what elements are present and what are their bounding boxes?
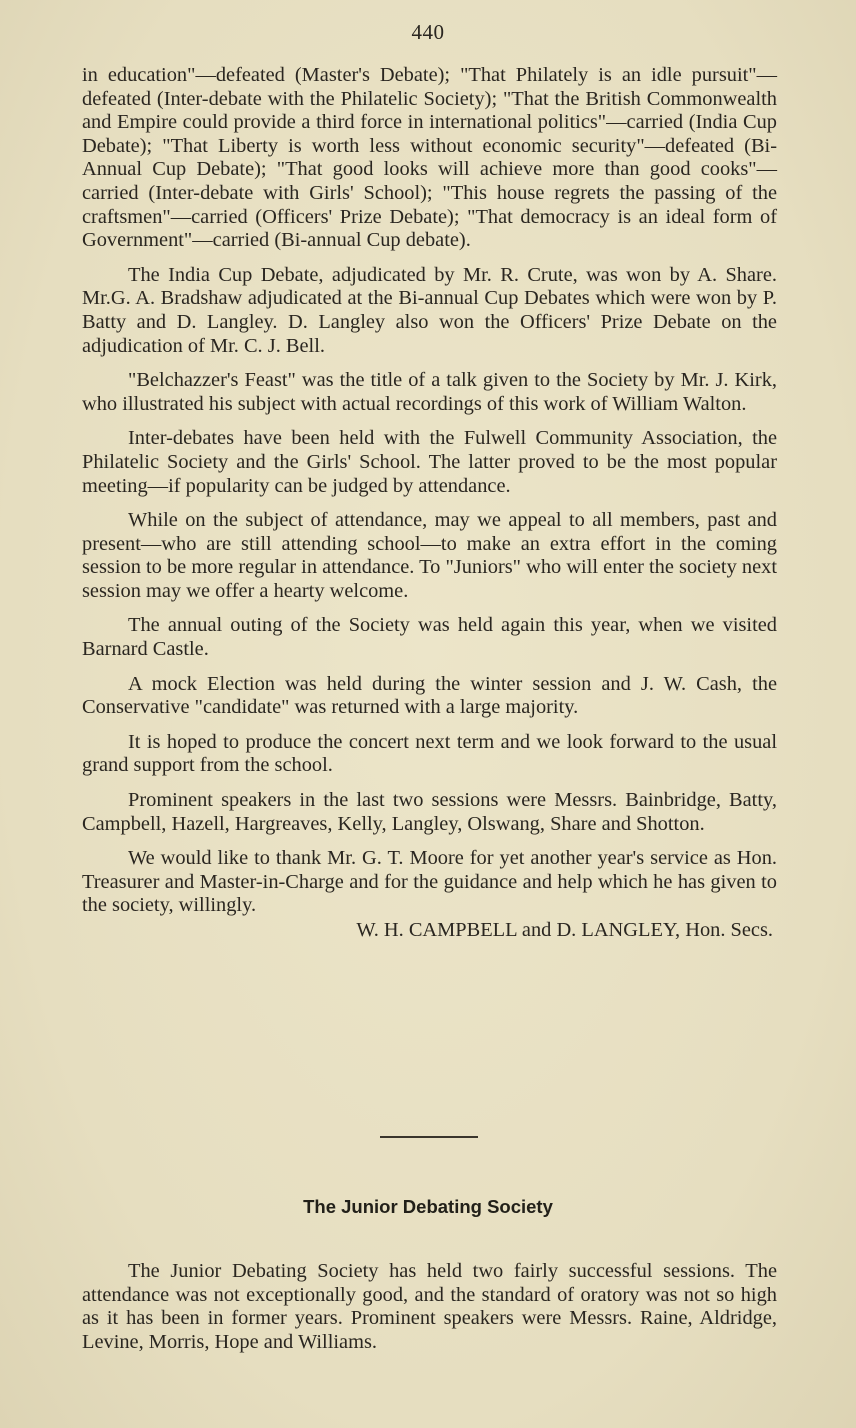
senior-debating-report: [82, 64, 777, 942]
section-divider: [380, 1136, 478, 1138]
paragraph-talk: "Belchazzer's Feast" was the title of a talk given to the Society by Mr. J. Kirk, who illustrated his subject with actual recordings of this work of William Walton.: [82, 369, 777, 415]
paragraph-annual-outing: The annual outing of the Society was held again this year, when we visited Barnard Castle.: [82, 614, 777, 661]
paragraph-cup-debates: The India Cup Debate, adjudicated by Mr. R. Crute, was won by A. Share. Mr.G. A. Bradshaw adjudicated at the Bi-annual Cup Debates which were won by P. Batty and D. Langley. D. Langley also won the Officers' Prize Debate on the adjudication of Mr. C. J. Bell.: [82, 263, 777, 357]
paragraph-inter-debates: Inter-debates have been held with the Fulwell Community Association, the Philatelic Society and the Girls' School. The latter proved to be the most popular meeting—if popularity can be judged by attendance.: [82, 427, 777, 497]
section-heading: The Junior Debating Society: [303, 1196, 553, 1217]
paragraph-prominent-speakers: Prominent speakers in the last two sessions were Messrs. Bainbridge, Batty, Campbell, Hazell, Hargreaves, Kelly, Langley, Olswang, Share and Shotton.: [82, 789, 777, 835]
paragraph-thanks: We would like to thank Mr. G. T. Moore for yet another year's service as Hon. Treasurer and Master-in-Charge and for the guidance and help which he has given to the society, willingly.: [82, 847, 777, 917]
paragraph-debate-motions: in education"—defeated (Master's Debate); "That Philately is an idle pursuit"—defeated (Inter-debate with the Philatelic Society); "That the British Commonwealth and Empire could provide a third force in international politics"—carried (India Cup Debate); "That Liberty is worth less without economic security"—defeated (Bi-Annual Cup Debate); "That good looks will achieve more than good cooks"—carried (Inter-debate with Girls' School); "This house regrets the passing of the craftsmen"—carried (Officers' Prize Debate); "That democracy is an ideal form of Government"—carried (Bi-annual Cup debate).: [82, 64, 777, 252]
paragraph-junior-debating: The Junior Debating Society has held two fairly successful sessions. The attendance was not exceptionally good, and the standard of oratory was not so high as it has been in former years. Prominent speakers were Messrs. Raine, Aldridge, Levine, Morris, Hope and Williams.: [82, 1260, 777, 1353]
paragraph-mock-election: A mock Election was held during the winter session and J. W. Cash, the Conservative "candidate" was returned with a large majority.: [82, 672, 777, 719]
page-number: 440: [411, 20, 445, 44]
paragraph-attendance: While on the subject of attendance, may we appeal to all members, past and present—who are still attending school—to make an extra effort in the coming session to be more regular in attendance. To "Juniors" who will enter the society next session may we offer a hearty welcome.: [82, 509, 777, 602]
paragraph-concert: It is hoped to produce the concert next term and we look forward to the usual grand support from the school.: [82, 730, 777, 777]
signature: W. H. CAMPBELL and D. LANGLEY, Hon. Secs.: [356, 919, 773, 941]
junior-debating-report: [82, 1260, 777, 1354]
